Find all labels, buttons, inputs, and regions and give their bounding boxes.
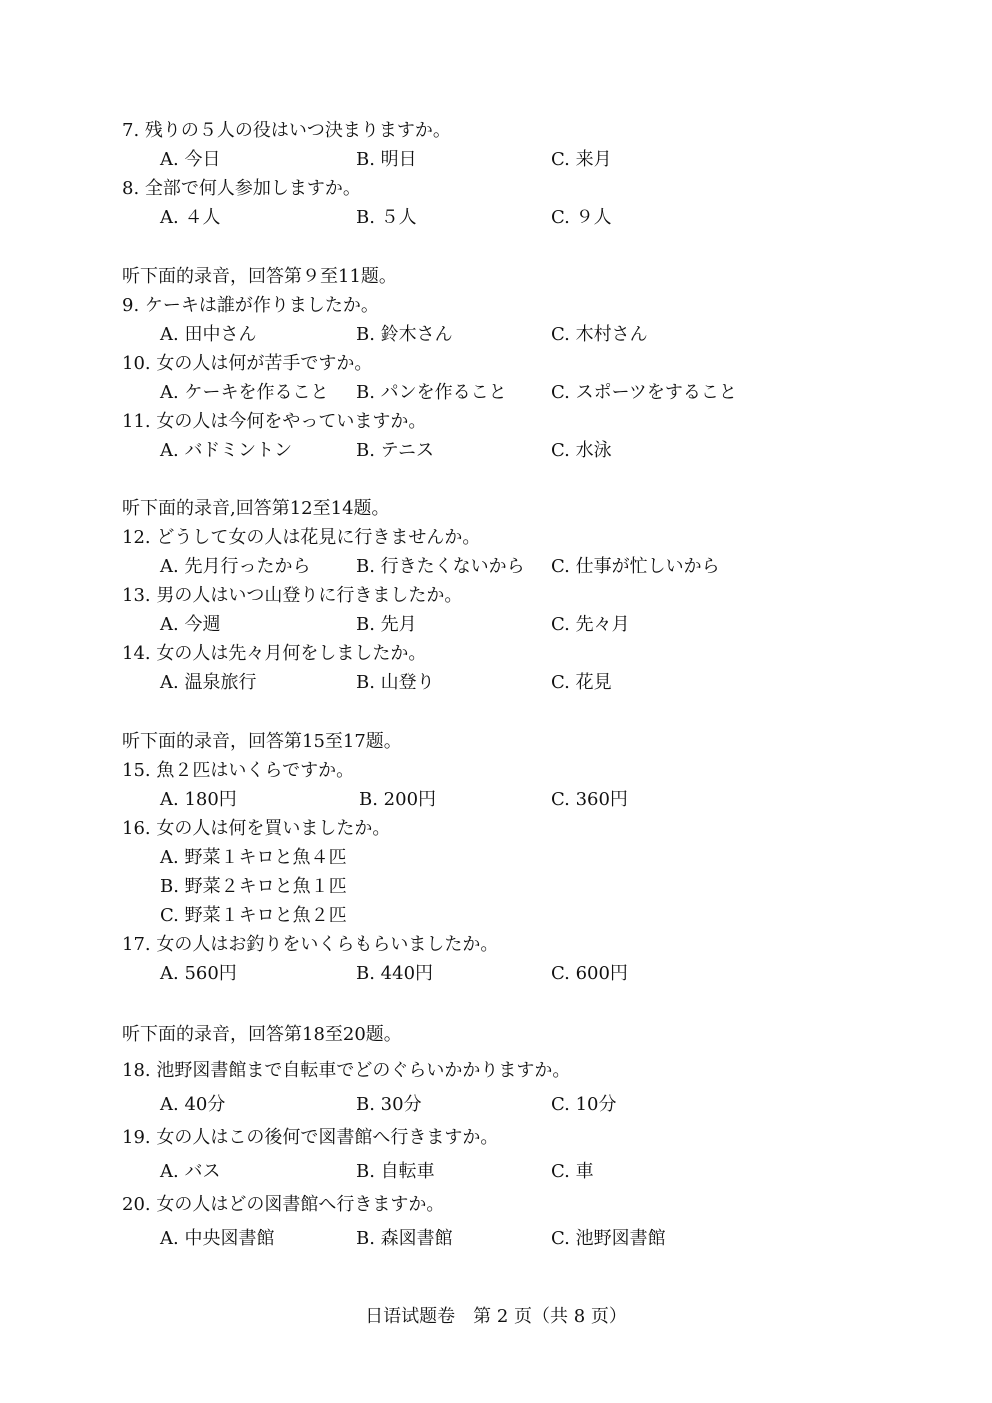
question-10-option-a: A. ケーキを作ること [160, 382, 329, 403]
question-11-stem: 11. 女の人は今何をやっていますか。 [122, 411, 427, 432]
question-14-stem: 14. 女の人は先々月何をしましたか。 [122, 643, 427, 664]
question-9-option-c: C. 木村さん [551, 324, 648, 345]
question-17-stem: 17. 女の人はお釣りをいくらもらいましたか。 [122, 934, 499, 955]
question-12-stem: 12. どうして女の人は花見に行きませんか。 [122, 527, 481, 548]
question-14-option-a: A. 温泉旅行 [160, 672, 257, 693]
question-16-option-c: C. 野菜１キロと魚２匹 [160, 905, 347, 926]
question-13-stem: 13. 男の人はいつ山登りに行きましたか。 [122, 585, 463, 606]
question-11-option-a: A. バドミントン [160, 440, 293, 461]
section-heading-12-14: 听下面的录音,回答第12至14题。 [122, 498, 390, 519]
question-19-option-b: B. 自転車 [356, 1161, 435, 1182]
question-17-option-b: B. 440円 [356, 963, 434, 984]
question-12-option-b: B. 行きたくないから [356, 556, 525, 577]
question-18-option-a: A. 40分 [160, 1094, 226, 1115]
question-13-option-a: A. 今週 [160, 614, 221, 635]
question-9-option-b: B. 鈴木さん [356, 324, 453, 345]
question-10-option-c: C. スポーツをすること [551, 382, 737, 403]
question-12-option-c: C. 仕事が忙しいから [551, 556, 720, 577]
question-13-option-b: B. 先月 [356, 614, 417, 635]
question-16-stem: 16. 女の人は何を買いましたか。 [122, 818, 391, 839]
question-10-option-b: B. パンを作ること [356, 382, 507, 403]
question-7-option-a: A. 今日 [160, 149, 221, 170]
question-17-option-c: C. 600円 [551, 963, 628, 984]
section-heading-18-20: 听下面的录音，回答第18至20题。 [122, 1024, 402, 1045]
question-19-stem: 19. 女の人はこの後何で図書館へ行きますか。 [122, 1127, 499, 1148]
question-18-option-c: C. 10分 [551, 1094, 617, 1115]
question-18-stem: 18. 池野図書館まで自転車でどのぐらいかかりますか。 [122, 1060, 571, 1081]
question-15-option-c: C. 360円 [551, 789, 628, 810]
question-15-stem: 15. 魚２匹はいくらですか。 [122, 760, 355, 781]
question-20-option-b: B. 森図書館 [356, 1228, 453, 1249]
question-15-option-a: A. 180円 [160, 789, 237, 810]
question-9-option-a: A. 田中さん [160, 324, 257, 345]
question-15-option-b: B. 200円 [359, 789, 437, 810]
question-8-option-b: B. ５人 [356, 207, 417, 228]
question-19-option-a: A. バス [160, 1161, 221, 1182]
question-18-option-b: B. 30分 [356, 1094, 422, 1115]
section-heading-15-17: 听下面的录音，回答第15至17题。 [122, 731, 402, 752]
question-7-stem: 7. 残りの５人の役はいつ決まりますか。 [122, 120, 451, 141]
question-11-option-b: B. テニス [356, 440, 434, 461]
question-8-option-a: A. ４人 [160, 207, 221, 228]
question-7-option-c: C. 来月 [551, 149, 612, 170]
section-heading-9-11: 听下面的录音，回答第９至11题。 [122, 266, 397, 287]
question-12-option-a: A. 先月行ったから [160, 556, 311, 577]
question-10-stem: 10. 女の人は何が苦手ですか。 [122, 353, 373, 374]
question-17-option-a: A. 560円 [160, 963, 237, 984]
question-11-option-c: C. 水泳 [551, 440, 612, 461]
question-14-option-b: B. 山登り [356, 672, 435, 693]
question-9-stem: 9. ケーキは誰が作りましたか。 [122, 295, 379, 316]
page-footer: 日语试题卷 第 2 页（共 8 页） [365, 1306, 627, 1327]
question-20-option-a: A. 中央図書館 [160, 1228, 275, 1249]
question-14-option-c: C. 花見 [551, 672, 612, 693]
question-20-stem: 20. 女の人はどの図書館へ行きますか。 [122, 1194, 445, 1215]
question-19-option-c: C. 車 [551, 1161, 594, 1182]
question-8-option-c: C. ９人 [551, 207, 612, 228]
question-16-option-a: A. 野菜１キロと魚４匹 [160, 847, 347, 868]
question-8-stem: 8. 全部で何人参加しますか。 [122, 178, 361, 199]
question-16-option-b: B. 野菜２キロと魚１匹 [160, 876, 347, 897]
question-20-option-c: C. 池野図書館 [551, 1228, 666, 1249]
question-13-option-c: C. 先々月 [551, 614, 630, 635]
question-7-option-b: B. 明日 [356, 149, 417, 170]
